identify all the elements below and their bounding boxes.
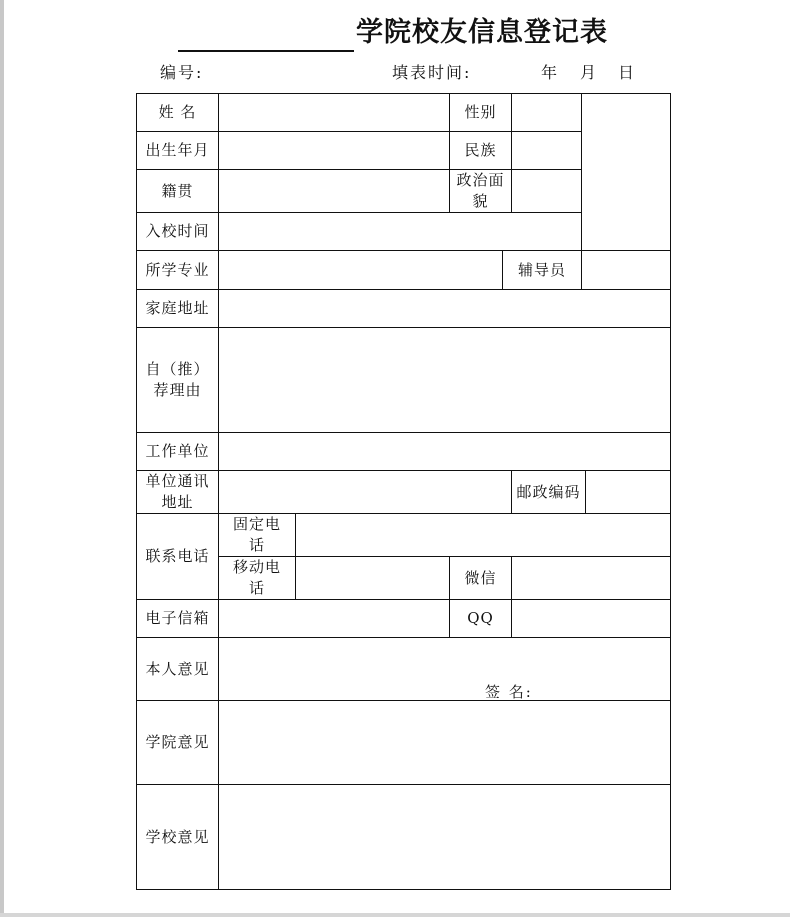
school-opinion-label: 学校意见 [137, 785, 219, 890]
fixed-phone-label [219, 514, 296, 557]
unit-address-label [137, 471, 219, 514]
email-label: 电子信箱 [137, 600, 219, 638]
political-status-label: 政治面貌 [450, 170, 512, 213]
registration-form-table [136, 93, 671, 890]
fixed-phone-field[interactable] [296, 514, 671, 557]
photo-box[interactable] [582, 94, 671, 251]
bottom-page-edge [0, 913, 790, 917]
gender-field[interactable] [512, 94, 582, 132]
signature-label: 签 名: [485, 683, 533, 701]
counselor-label: 辅导员 [503, 251, 582, 290]
native-place-field[interactable] [219, 170, 450, 213]
enroll-time-field[interactable] [219, 213, 582, 251]
major-field[interactable] [219, 251, 503, 290]
counselor-field[interactable] [582, 251, 671, 290]
form-title [178, 10, 608, 52]
recommend-reason-line1: 自（推） [145, 360, 210, 378]
recommend-reason-field[interactable] [219, 328, 671, 433]
unit-address-line2: 地址 [161, 493, 194, 511]
year-label: 年 [541, 63, 560, 82]
fixed-phone-line1: 固定电 [232, 515, 281, 533]
wechat-field[interactable] [512, 557, 671, 600]
mobile-phone-field[interactable] [296, 557, 450, 600]
postal-code-label: 邮政编码 [512, 471, 586, 514]
form-title-text: 学院校友信息登记表 [356, 17, 608, 48]
email-field[interactable] [219, 600, 450, 638]
unit-address-line1: 单位通讯 [145, 472, 210, 490]
birth-field[interactable] [219, 132, 450, 170]
number-label: 编号: [160, 63, 204, 82]
fixed-phone-line2: 话 [248, 536, 265, 554]
home-address-label: 家庭地址 [137, 290, 219, 328]
contact-phone-label: 联系电话 [137, 514, 219, 600]
self-opinion-label: 本人意见 [137, 638, 219, 701]
mobile-phone-line1: 移动电 [232, 558, 281, 576]
work-unit-label: 工作单位 [137, 433, 219, 471]
school-opinion-field[interactable] [219, 785, 671, 890]
postal-code-field[interactable] [586, 471, 671, 514]
college-opinion-label: 学院意见 [137, 701, 219, 785]
ethnicity-label: 民族 [450, 132, 512, 170]
day-label: 日 [618, 63, 637, 82]
birth-label: 出生年月 [137, 132, 219, 170]
mobile-phone-line2: 话 [248, 579, 265, 597]
political-status-field[interactable] [512, 170, 582, 213]
ethnicity-field[interactable] [512, 132, 582, 170]
college-name-blank[interactable] [178, 12, 354, 52]
unit-address-field[interactable] [219, 471, 512, 514]
recommend-reason-label [137, 328, 219, 433]
mobile-phone-label [219, 557, 296, 600]
qq-label: QQ [450, 600, 512, 638]
self-opinion-field[interactable] [219, 638, 671, 701]
month-label: 月 [580, 63, 599, 82]
name-field[interactable] [219, 94, 450, 132]
home-address-field[interactable] [219, 290, 671, 328]
left-page-edge [0, 0, 4, 917]
wechat-label: 微信 [450, 557, 512, 600]
name-label: 姓 名 [137, 94, 219, 132]
work-unit-field[interactable] [219, 433, 671, 471]
fill-time-label: 填表时间: [392, 63, 472, 82]
college-opinion-field[interactable] [219, 701, 671, 785]
qq-field[interactable] [512, 600, 671, 638]
major-label: 所学专业 [137, 251, 219, 290]
enroll-time-label: 入校时间 [137, 213, 219, 251]
recommend-reason-line2: 荐理由 [153, 381, 202, 399]
gender-label: 性别 [450, 94, 512, 132]
native-place-label: 籍贯 [137, 170, 219, 213]
